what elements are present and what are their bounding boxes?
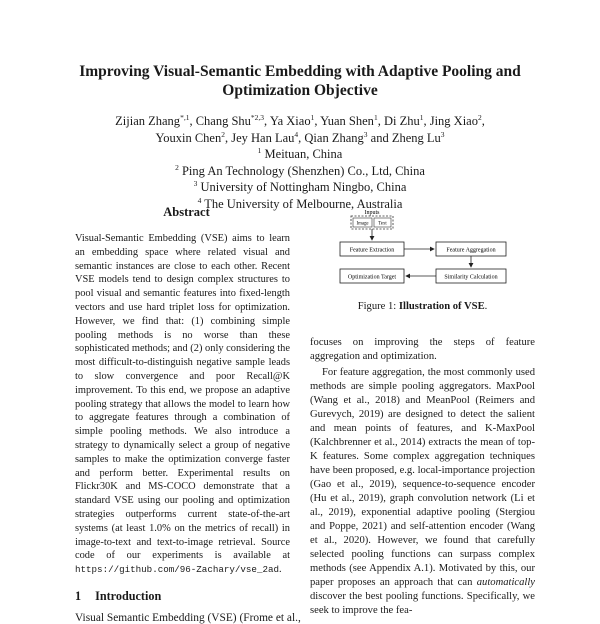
- author-line-2: Youxin Chen$^2$, Jey Han Lau$^4$, Qian Zhang$^3$ and Zheng Lu$^3$: [155, 129, 445, 145]
- section-number: 1: [75, 588, 82, 603]
- text-input-label: Text: [378, 221, 387, 227]
- title-line-2: Optimization Objective: [222, 82, 378, 99]
- optimization-target-label: Optimization Target: [347, 274, 397, 281]
- figure-vse-diagram: [310, 205, 535, 315]
- right-column: [310, 336, 535, 618]
- similarity-calculation-label: Similarity Calculation: [444, 274, 498, 281]
- paragraph-1: focuses on improving the steps of feature aggregation and optimization.: [310, 337, 535, 362]
- section-title: Introduction: [95, 588, 162, 603]
- affiliation-4: $^4$ The University of Melbourne, Australia: [197, 195, 403, 211]
- abstract-text: Visual-Semantic Embedding (VSE) aims to learn an embedding space where related visual and semantic instances are close to each other. Recent VSE models tend to design complex structures to pool visual and semantic features into fixed-length vectors and use hard triplet loss for optimization. However, we find that: (1) combining simple pooling methods is no worse than these sophisticated methods; and (2) only considering the most difficult-to-distinguish negative sample leads to slow convergence and poor Recall@K improvement. To this end, we propose an adaptive pooling strategy that allows the model to learn how to aggregate features through a combination of simple pooling methods. We also introduce a strategy to dynamically select a group of negative samples to make the optimization converge faster and perform better. Experimental results on Flickr30K and MS-COCO demonstrate that a standard VSE using our pooling and optimization strategies outperforms current state-of-the-art systems (at least 1.0% on the metrics of recall) in image-to-text and text-to-image retrieval. Source code of our experiments is available at https://github.com/96-Zachary/vse_2ad.: [75, 233, 290, 576]
- caption-suffix: .: [484, 301, 488, 312]
- author-block: [0, 113, 600, 212]
- intro-first-line: Visual Semantic Embedding (VSE) (Frome et al.,: [75, 611, 301, 624]
- affiliation-3: $^3$ University of Nottingham Ningbo, China: [193, 179, 407, 194]
- author-line-1: Zijian Zhang$^{*,1}$, Chang Shu$^{*2,3}$, Ya Xiao$^1$, Yuan Shen$^1$, Di Zhu$^1$, Jing Xiao$^2$,: [115, 113, 485, 128]
- feature-aggregation-label: Feature Aggregation: [446, 247, 496, 254]
- inputs-label: Inputs: [364, 210, 380, 216]
- paper-title: [0, 62, 600, 100]
- section-heading-introduction: [75, 589, 298, 604]
- affiliation-2: $^2$ Ping An Technology (Shenzhen) Co., Ltd, China: [175, 162, 425, 178]
- left-column: [75, 205, 301, 624]
- title-line-1: Improving Visual-Semantic Embedding with Adaptive Pooling and: [79, 63, 521, 80]
- figure-caption: [310, 301, 535, 312]
- abstract-heading: Abstract: [163, 205, 210, 219]
- caption-prefix: Figure 1:: [357, 301, 399, 312]
- affiliation-1: $^1$ Meituan, China: [257, 146, 343, 161]
- paragraph-2: For feature aggregation, the most commonly used methods are simple pooling aggregators. MaxPool (Wang et al., 2018) and MeanPool (Reimers and Gurevych, 2019) are designed to detect the salient and mean points of features, and K-MaxPool (Kalchbrenner et al., 2014) extracts the mean of top-K features. Some complex aggregation techniques have been proposed, e.g. local-importance projection (Gao et al., 2019), sequence-to-sequence encoder (Hu et al., 2019), graph convolution network (Li et al., 2019), exponential adaptive pooling (Stergiou and Poppe, 2021) and self-attention encoder (Wang et al., 2020). However, we found that carefully selected pooling functions can surpass complex methods (see Appendix A.1). Motivated by this, our paper proposes an approach that can automatically discover the best pooling functions. Specifically, we seek to improve the fea-: [310, 367, 535, 616]
- caption-bold: Illustration of VSE: [398, 301, 485, 312]
- feature-extraction-label: Feature Extraction: [349, 247, 395, 254]
- image-input-label: Image: [356, 221, 369, 227]
